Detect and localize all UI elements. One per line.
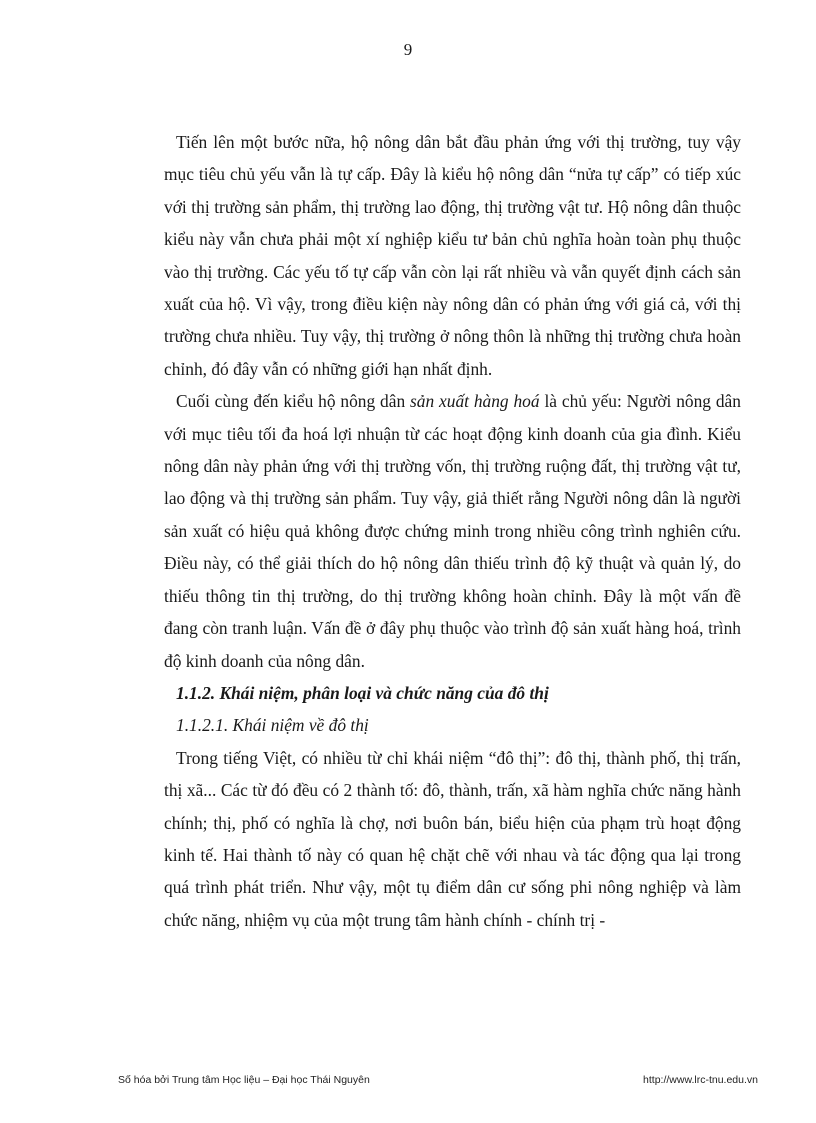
paragraph-commodity-production — [164, 385, 741, 677]
para2-emphasis: sản xuất hàng hoá — [410, 391, 540, 412]
page-body — [164, 126, 741, 936]
footer-url: http://www.lrc-tnu.edu.vn — [643, 1074, 758, 1086]
subsection-heading: 1.1.2.1. Khái niệm về đô thị — [176, 715, 369, 736]
section-heading: 1.1.2. Khái niệm, phân loại và chức năng của đô thị — [176, 682, 549, 703]
paragraph-urban-concept: Trong tiếng Việt, có nhiều từ chỉ khái niệm “đô thị”: đô thị, thành phố, thị trấn, thị xã... Các từ đó đều có 2 thành tố: đô, thành, trấn, xã hàm nghĩa chức năng hành chính; thị, phố có nghĩa là chợ, nơi buôn bán, biểu hiện của phạm trù hoạt động kinh tế. Hai thành tố này có quan hệ chặt chẽ với nhau và tác động qua lại trong quá trình phát triển. Như vậy, một tụ điểm dân cư sống phi nông nghiệp và làm chức năng, nhiệm vụ của một trung tâm hành chính - chính trị - — [164, 747, 741, 930]
footer-credit: Số hóa bởi Trung tâm Học liệu – Đại học Thái Nguyên — [118, 1074, 370, 1086]
page-number: 9 — [403, 40, 413, 59]
para2-text-start: Cuối cùng đến kiểu hộ nông dân — [176, 391, 411, 412]
para2-text-end: là chủ yếu: Người nông dân với mục tiêu tối đa hoá lợi nhuận từ các hoạt động kinh doanh của gia đình. Kiểu nông dân này phản ứng với thị trường vốn, thị trường ruộng đất, thị trường vật tư, lao động và thị trường sản phẩm. Tuy vậy, giả thiết rằng Người nông dân là người sản xuất có hiệu quả không được chứng minh trong nhiều công trình nghiên cứu. Điều này, có thể giải thích do hộ nông dân thiếu trình độ kỹ thuật và quản lý, do thiếu thông tin thị trường, do thị trường không hoàn chỉnh. Đây là một vấn đề đang còn tranh luận. Vấn đề ở đây phụ thuộc vào trình độ sản xuất hàng hoá, trình độ kinh doanh của nông dân. — [164, 391, 741, 671]
paragraph-semi-subsistence: Tiến lên một bước nữa, hộ nông dân bắt đầu phản ứng với thị trường, tuy vậy mục tiêu chủ yếu vẫn là tự cấp. Đây là kiểu hộ nông dân “nửa tự cấp” có tiếp xúc với thị trường sản phẩm, thị trường lao động, thị trường vật tư. Hộ nông dân thuộc kiểu này vẫn chưa phải một xí nghiệp kiểu tư bản chủ nghĩa hoàn toàn phụ thuộc vào thị trường. Các yếu tố tự cấp vẫn còn lại rất nhiều và vẫn quyết định cách sản xuất của hộ. Vì vậy, trong điều kiện này nông dân có phản ứng với giá cả, với thị trường chưa nhiều. Tuy vậy, thị trường ở nông thôn là những thị trường chưa hoàn chỉnh, đó đây vẫn có những giới hạn nhất định. — [164, 132, 741, 379]
